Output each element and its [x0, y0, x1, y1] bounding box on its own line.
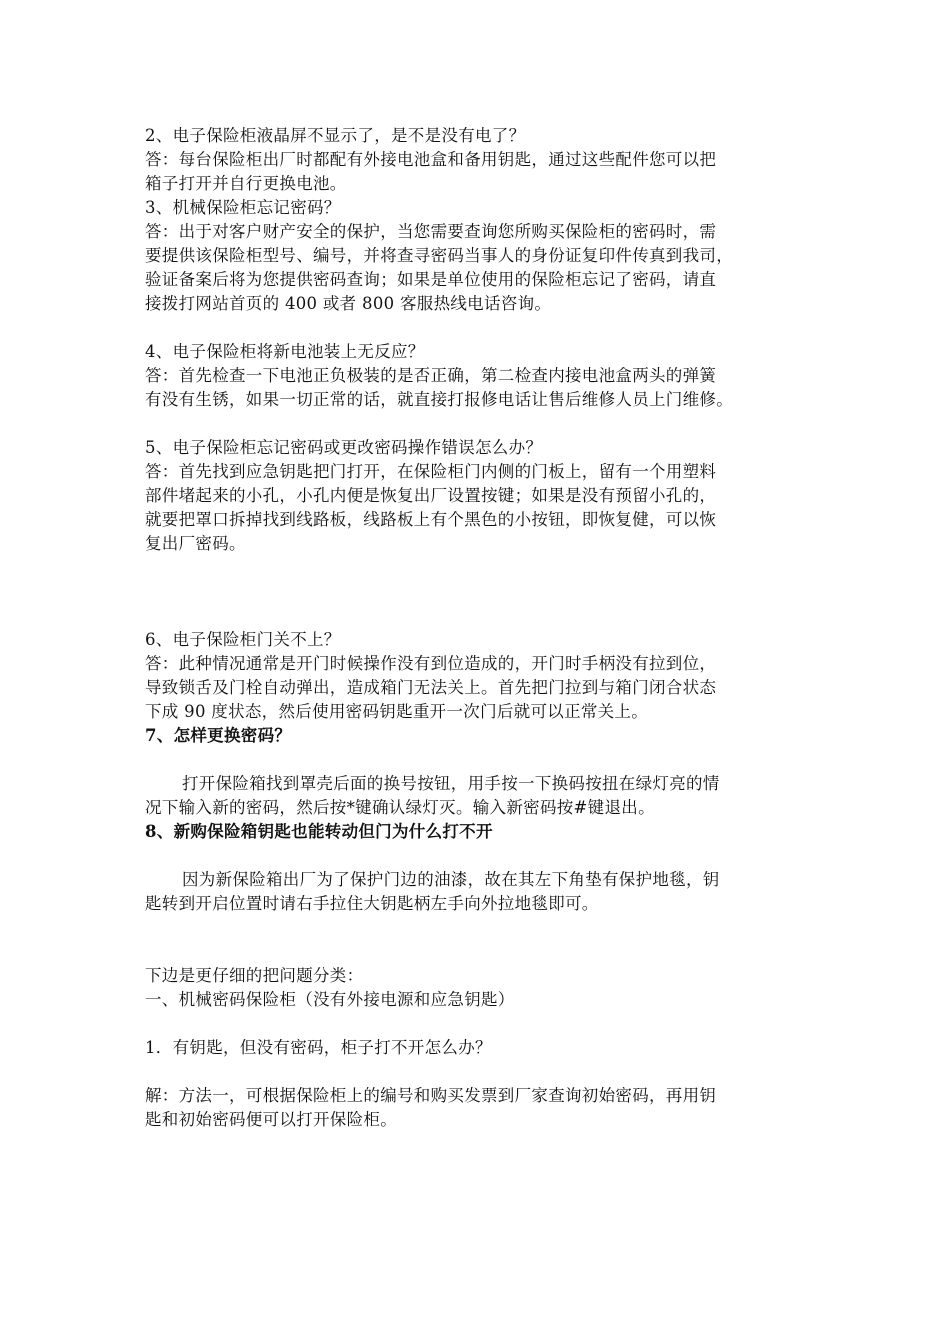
spacer: [145, 916, 810, 964]
q8-answer-line: 因为新保险箱出厂为了保护门边的油漆，故在其左下角垫有保护地毯，钥: [182, 870, 720, 889]
spacer: [145, 412, 810, 436]
spacer: [145, 1012, 810, 1036]
q6-answer-line: 答：此种情况通常是开门时候操作没有到位造成的，开门时手柄没有拉到位，: [145, 654, 717, 673]
q3-answer-line: 要提供该保险柜型号、编号，并将查寻密码当事人的身份证复印件传真到我司，: [145, 246, 733, 265]
spacer: [145, 556, 810, 604]
q2-title: 2、电子保险柜液晶屏不显示了，是不是没有电了？: [145, 126, 526, 145]
q5-title: 5、电子保险柜忘记密码或更改密码操作错误怎么办？: [145, 438, 543, 457]
q8-title: 8、新购保险箱钥匙也能转动但门为什么打不开: [145, 822, 493, 841]
q5-answer-line: 复出厂密码。: [145, 534, 246, 553]
q8-answer-line: 匙转到开启位置时请右手拉住大钥匙柄左手向外拉地毯即可。: [145, 894, 599, 913]
q7-answer-line: 打开保险箱找到罩壳后面的换号按钮，用手按一下换码按扭在绿灯亮的情: [182, 774, 720, 793]
spacer: [145, 748, 810, 772]
spacer: [145, 316, 810, 340]
q2-answer-line: 箱子打开并自行更换电池。: [145, 174, 347, 193]
q3-answer-line: 验证备案后将为您提供密码查询；如果是单位使用的保险柜忘记了密码，请直: [145, 270, 717, 289]
q4-answer-line: 有没有生锈，如果一切正常的话，就直接打报修电话让售后维修人员上门维修。: [145, 390, 733, 409]
section-a1-line: 解：方法一，可根据保险柜上的编号和购买发票到厂家查询初始密码，再用钥: [145, 1086, 717, 1105]
spacer: [145, 1060, 810, 1084]
section-q1: 1．有钥匙，但没有密码，柜子打不开怎么办？: [145, 1038, 492, 1057]
q6-answer-line: 导致锁舌及门栓自动弹出，造成箱门无法关上。首先把门拉到与箱门闭合状态: [145, 678, 717, 697]
q3-title: 3、机械保险柜忘记密码？: [145, 198, 341, 217]
q5-answer-line: 答：首先找到应急钥匙把门打开，在保险柜门内侧的门板上，留有一个用塑料: [145, 462, 717, 481]
q2-answer-line: 答：每台保险柜出厂时都配有外接电池盒和备用钥匙，通过这些配件您可以把: [145, 150, 717, 169]
q3-answer-line: 答：出于对客户财产安全的保护，当您需要查询您所购买保险柜的密码时，需: [145, 222, 717, 241]
q7-title: 7、怎样更换密码？: [145, 726, 292, 745]
q6-title: 6、电子保险柜门关不上？: [145, 630, 341, 649]
q5-answer-line: 部件堵起来的小孔，小孔内便是恢复出厂设置按键；如果是没有预留小孔的，: [145, 486, 717, 505]
spacer: [145, 844, 810, 868]
q5-answer-line: 就要把罩口拆掉找到线路板，线路板上有个黑色的小按钮，即恢复健，可以恢: [145, 510, 717, 529]
q7-answer-line: 况下输入新的密码，然后按*键确认绿灯灭。输入新密码按#键退出。: [145, 798, 655, 817]
section-heading: 一、机械密码保险柜（没有外接电源和应急钥匙）: [145, 990, 515, 1009]
q4-title: 4、电子保险柜将新电池装上无反应？: [145, 342, 425, 361]
document-body: [145, 124, 810, 1132]
spacer: [145, 604, 810, 628]
section-a1-line: 匙和初始密码便可以打开保险柜。: [145, 1110, 397, 1129]
section-intro: 下边是更仔细的把问题分类：: [145, 966, 364, 985]
q6-answer-line: 下成 90 度状态，然后使用密码钥匙重开一次门后就可以正常关上。: [145, 702, 649, 721]
q3-answer-line: 接拨打网站首页的 400 或者 800 客服热线电话咨询。: [145, 294, 552, 313]
q4-answer-line: 答：首先检查一下电池正负极装的是否正确，第二检查内接电池盒两头的弹簧: [145, 366, 717, 385]
